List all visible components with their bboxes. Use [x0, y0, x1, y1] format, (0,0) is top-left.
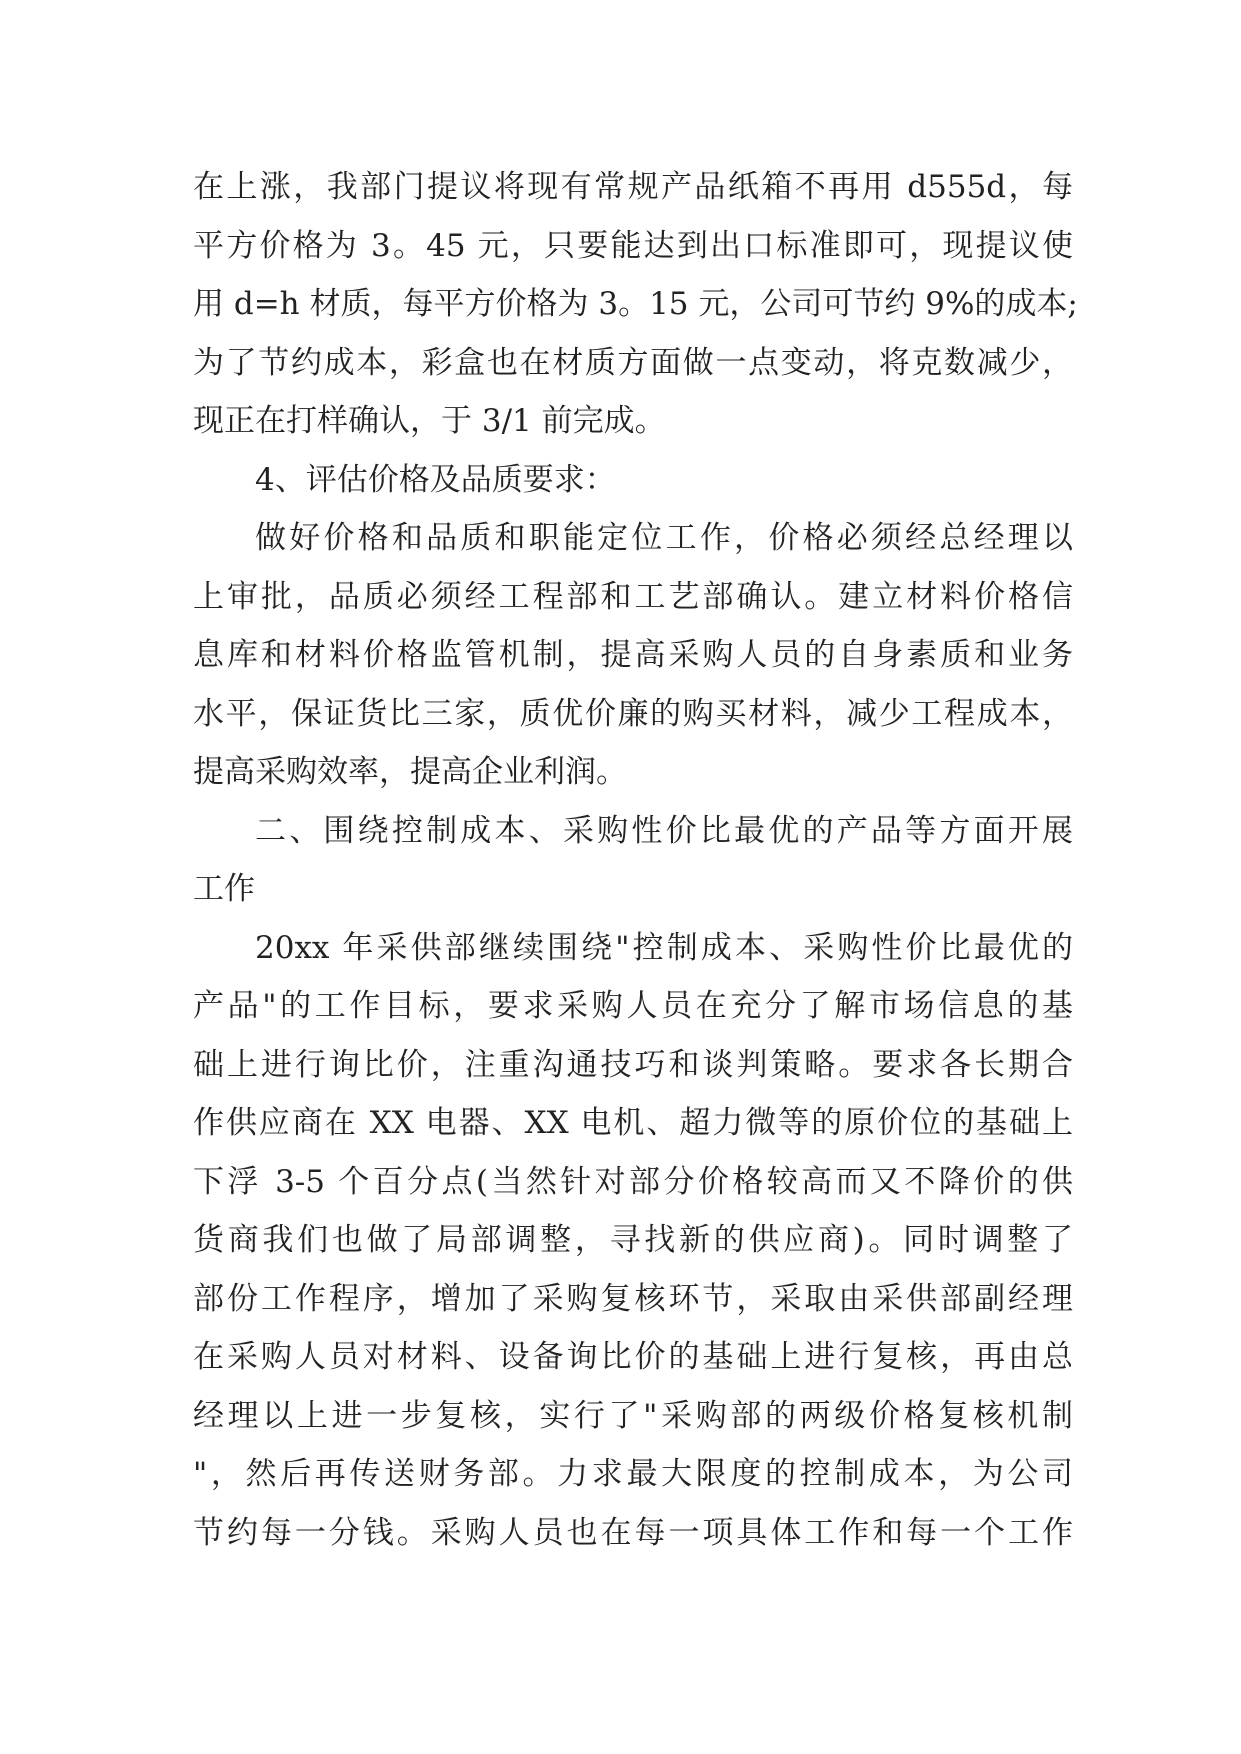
text-line: 为了节约成本，彩盒也在材质方面做一点变动，将克数减少， — [193, 344, 1073, 381]
text-line: 作供应商在 XX 电器、XX 电机、超力微等的原价位的基础上 — [193, 1105, 1073, 1141]
text-line: 用 d=h 材质，每平方价格为 3。15 元，公司可节约 9%的成本; — [193, 286, 1078, 322]
text-line: 做好价格和品质和职能定位工作，价格必须经总经理以 — [255, 520, 1073, 556]
text-line: 上审批，品质必须经工程部和工艺部确认。建立材料价格信 — [193, 578, 1073, 615]
text-line: 在采购人员对材料、设备询比价的基础上进行复核，再由总 — [193, 1339, 1073, 1375]
text-line: "，然后再传送财务部。力求最大限度的控制成本，为公司 — [193, 1456, 1073, 1492]
text-line: 下浮 3-5 个百分点(当然针对部分价格较高而又不降价的供 — [193, 1163, 1073, 1200]
section-heading-continued: 工作 — [193, 871, 255, 907]
text-line: 现正在打样确认，于 3/1 前完成。 — [193, 403, 666, 439]
text-line: 在上涨，我部门提议将现有常规产品纸箱不再用 d555d，每 — [193, 169, 1073, 205]
section-heading: 二、围绕控制成本、采购性价比最优的产品等方面开展 — [255, 812, 1073, 849]
text-line: 平方价格为 3。45 元，只要能达到出口标准即可，现提议使 — [193, 227, 1073, 264]
text-line: 节约每一分钱。采购人员也在每一项具体工作和每一个工作 — [193, 1514, 1073, 1551]
text-line: 提高采购效率，提高企业利润。 — [193, 754, 627, 790]
text-line: 20xx 年采供部继续围绕"控制成本、采购性价比最优的 — [255, 929, 1073, 966]
text-line: 产品"的工作目标，要求采购人员在充分了解市场信息的基 — [193, 988, 1073, 1024]
text-line: 础上进行询比价，注重沟通技巧和谈判策略。要求各长期合 — [193, 1046, 1073, 1083]
text-line: 经理以上进一步复核，实行了"采购部的两级价格复核机制 — [193, 1397, 1073, 1434]
text-line: 水平，保证货比三家，质优价廉的购买材料，减少工程成本， — [193, 695, 1073, 732]
section-heading: 4、评估价格及品质要求： — [255, 461, 616, 498]
document-body — [193, 158, 1078, 1562]
text-line: 息库和材料价格监管机制，提高采购人员的自身素质和业务 — [193, 637, 1073, 673]
text-line: 货商我们也做了局部调整，寻找新的供应商)。同时调整了 — [193, 1222, 1073, 1258]
text-line: 部份工作程序，增加了采购复核环节，采取由采供部副经理 — [193, 1280, 1073, 1317]
